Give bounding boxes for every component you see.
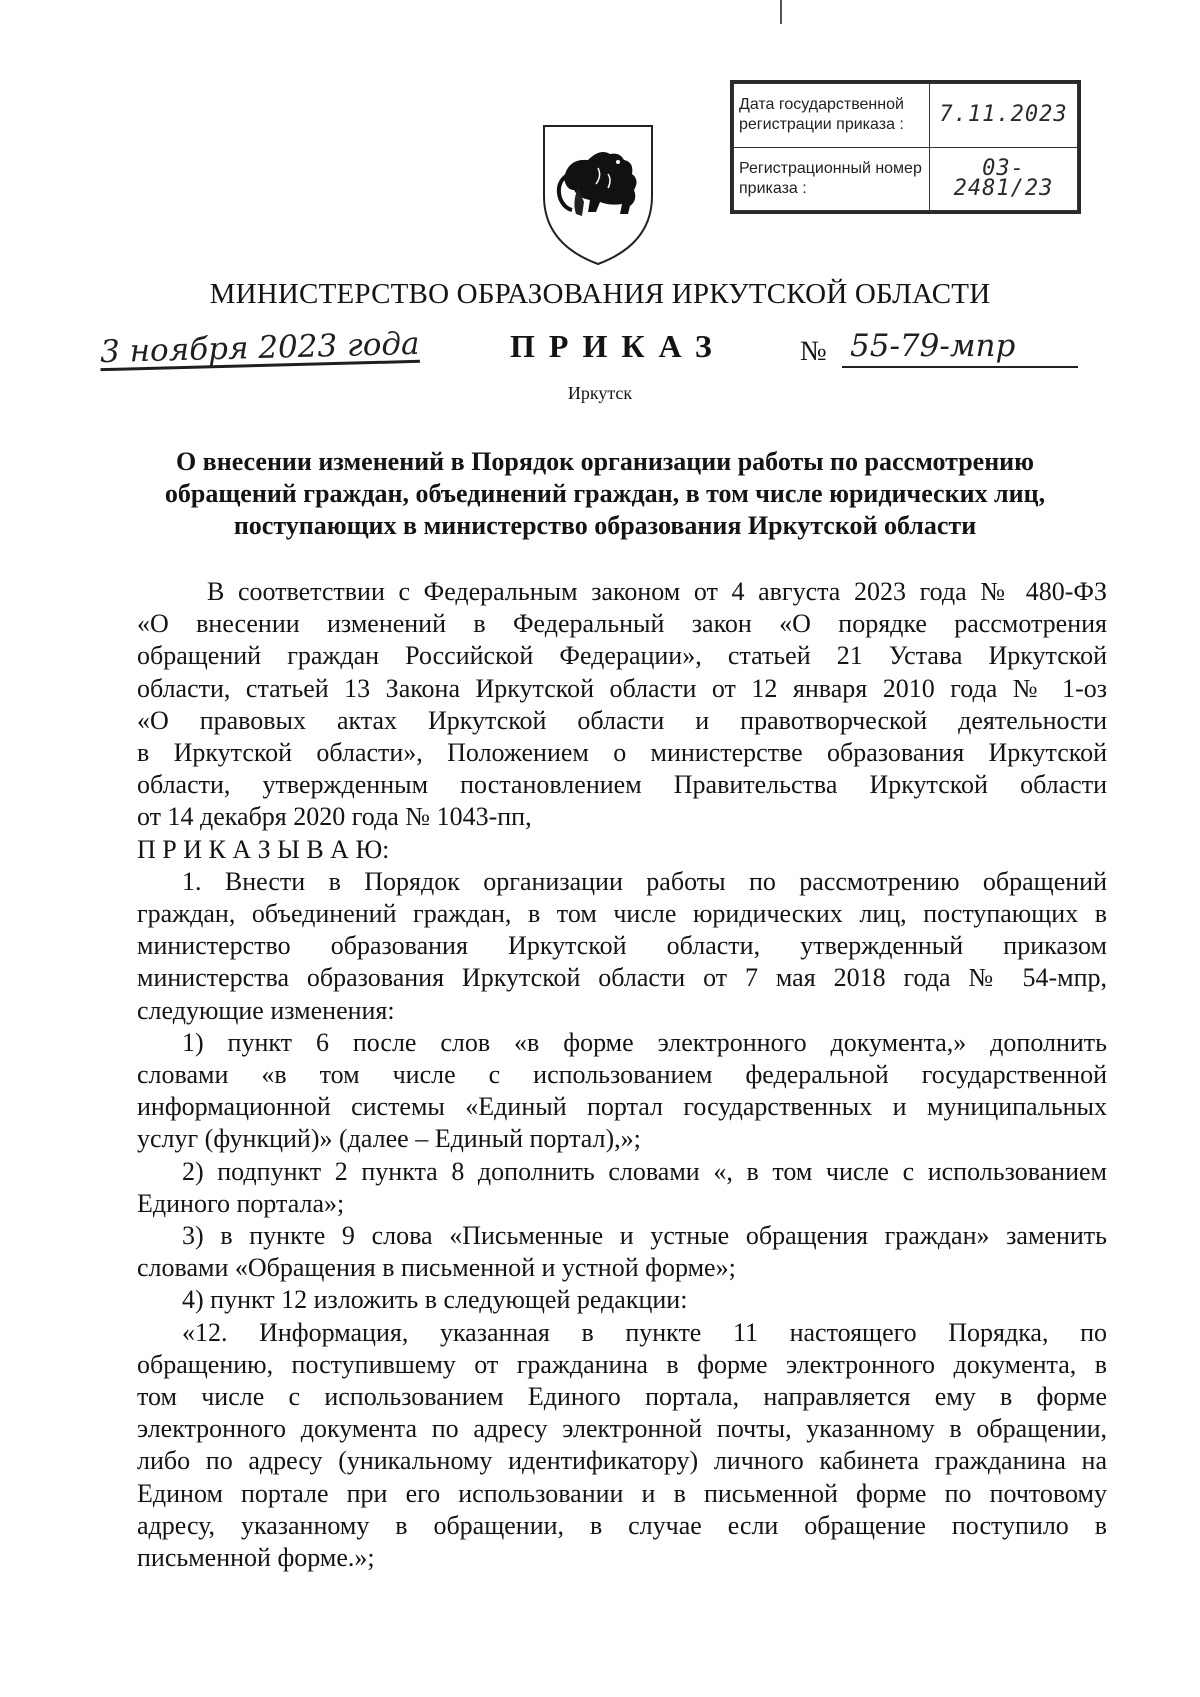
title-line: обращений граждан, объединений граждан, в том числе юридических лиц,	[164, 479, 1046, 508]
text-line: 4) пункт 12 изложить в следующей редакции:	[182, 1285, 688, 1315]
text-line: 1. Внести в Порядок организации работы по рассмотрению обращений	[182, 866, 1107, 896]
title-line: О внесении изменений в Порядок организации работы по рассмотрению	[175, 447, 1035, 476]
order-word: П Р И К А З Ы В А Ю:	[137, 834, 390, 864]
text-line: В соответствии с Федеральным законом от 4 августа 2023 года № 480-ФЗ	[207, 577, 1107, 606]
quoted-point-12	[137, 1317, 1107, 1575]
order-city: Иркутск	[567, 383, 633, 403]
text-line: министерства образования Иркутской области от 7 мая 2018 года № 54-мпр,	[137, 963, 1107, 993]
stamp-number-value: 03-2481/23	[930, 147, 1078, 211]
subitem-4	[137, 1284, 1107, 1316]
text-line: «О внесении изменений в Федеральный закон «О порядке рассмотрения	[137, 609, 1107, 639]
text-line: области, утвержденным постановлением Правительства Иркутской области	[137, 770, 1107, 800]
text-line: области, статьей 13 Закона Иркутской области от 12 января 2010 года № 1-оз	[137, 673, 1107, 703]
text-line: обращений граждан Российской Федерации», статьей 21 Устава Иркутской	[137, 641, 1107, 671]
order-number-handwritten: 55-79-мпр	[842, 328, 1078, 368]
stamp-number-label: Регистрационный номер приказа :	[734, 147, 930, 211]
scan-mark	[780, 0, 782, 24]
order-header-row	[0, 324, 1200, 384]
order-doc-type: ПРИКАЗ	[510, 328, 726, 364]
text-line: в Иркутской области», Положением о министерстве образования Иркутской	[137, 738, 1107, 768]
text-line: словами «в том числе с использованием федеральной государственной	[137, 1060, 1107, 1090]
item-1	[137, 866, 1107, 1027]
preamble-paragraph	[137, 576, 1107, 834]
order-number-sign: №	[800, 336, 827, 367]
text-line: 1) пункт 6 после слов «в форме электронного документа,» дополнить	[182, 1027, 1107, 1057]
text-line: том числе с использованием Единого портала, направляется ему в форме	[137, 1382, 1107, 1412]
title-line: поступающих в министерство образования Иркутской области	[233, 511, 977, 540]
order-body	[137, 576, 1107, 1574]
text-line: министерство образования Иркутской области, утвержденный приказом	[137, 931, 1107, 961]
text-line: Единого портала»;	[137, 1188, 345, 1218]
text-line: Едином портале при его использовании и в письменной форме по почтовому	[137, 1478, 1107, 1508]
subitem-3	[137, 1220, 1107, 1284]
subitem-2	[137, 1156, 1107, 1220]
ministry-heading: МИНИСТЕРСТВО ОБРАЗОВАНИЯ ИРКУТСКОЙ ОБЛАСТИ	[209, 278, 991, 310]
text-line: 2) подпункт 2 пункта 8 дополнить словами «, в том числе с использованием	[182, 1156, 1107, 1186]
text-line: словами «Обращения в письменной и устной форме»;	[137, 1253, 736, 1283]
text-line: 3) в пункте 9 слова «Письменные и устные обращения граждан» заменить	[182, 1221, 1107, 1251]
coat-of-arms-icon	[538, 118, 658, 268]
text-line: либо по адресу (уникальному идентификатору) личного кабинета гражданина на	[137, 1446, 1107, 1476]
registration-stamp	[730, 80, 1081, 214]
text-line: граждан, объединений граждан, в том числе юридических лиц, поступающих в	[137, 899, 1107, 929]
text-line: электронного документа по адресу электронной почты, указанному в обращении,	[137, 1414, 1107, 1444]
text-line: «12. Информация, указанная в пункте 11 настоящего Порядка, по	[182, 1317, 1107, 1347]
order-date-handwritten: 3 ноября 2023 года	[99, 325, 420, 371]
text-line: «О правовых актах Иркутской области и правотворческой деятельности	[137, 705, 1107, 735]
text-line: информационной системы «Единый портал государственных и муниципальных	[137, 1092, 1107, 1122]
text-line: следующие изменения:	[137, 995, 395, 1025]
text-line: от 14 декабря 2020 года № 1043-пп,	[137, 802, 532, 832]
text-line: услуг (функций)» (далее – Единый портал),»;	[137, 1124, 641, 1154]
stamp-table	[733, 83, 1078, 211]
stamp-date-label: Дата государственной регистрации приказа :	[734, 84, 930, 148]
stamp-date-value: 7.11.2023	[930, 84, 1078, 148]
text-line: адресу, указанному в обращении, в случае если обращение поступило в	[137, 1510, 1107, 1540]
subitem-1	[137, 1027, 1107, 1156]
text-line: обращению, поступившему от гражданина в форме электронного документа, в	[137, 1349, 1107, 1379]
text-line: письменной форме.»;	[137, 1543, 375, 1573]
order-title	[120, 446, 1090, 542]
